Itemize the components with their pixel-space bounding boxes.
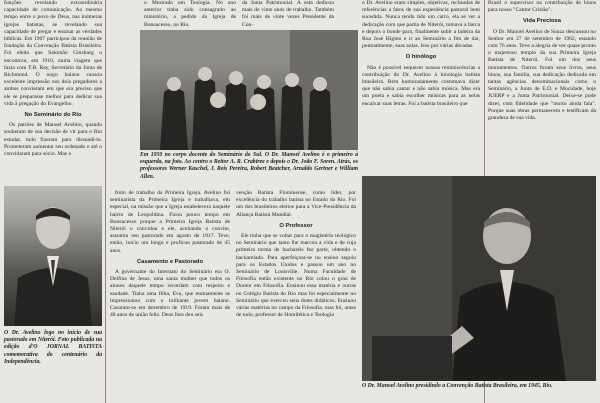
- portrait-figure: [4, 186, 102, 326]
- group-photo-caption: Em 1950 no corpo docente do Seminário do Sul. O Dr. Manoel Avelino é o primeiro à esquerda, na foto. Ao centro o Reitor A. R. Crabtree e depois o Dr. João F. Soren. Atrás, os professores Werner Kaschel, J. Reis Pereira, Robert Beatcher, Arnaldo Gertner e William Allen.: [140, 152, 358, 180]
- section-heading-casamento: Casamento e Pastorado: [136, 258, 204, 265]
- column-2-body: [110, 190, 230, 402]
- column-1-paragraph: funções revelando extraordinária capacidade de comunicação. Ao mesmo tempo entre o povo de Deus, nas inúmeras igrejas batistas, se revelando sua capacidade de pregar e ensinar as verdades bíblicas. Em 1907 participou da reunião de fundação da Convenção Batista Brasileira. Foi eleito que Salomão Ginsburg o encontrou, em 1910, numa viagem que fazia com T.B. Ray, Secretário da Junta de Richmond. O nogo baiano causou excelente impressão nos dois pregadores a ambos convieram em que era preciso que ele se preparasse melhor para dedicar sua vida à pregação do Evangelho.: [4, 0, 102, 107]
- column-5: [488, 0, 596, 172]
- column-3b-paragraph: venção Batista Fluminense, como líder, por excelência do trabalho batista no Estado do Rio. Foi um dos brasileiros eleitos para a Vice-Presidência da Aliança Batista Mundial.: [236, 190, 356, 218]
- section-heading-hinologo: O hinólogo: [405, 54, 437, 61]
- column-3-paragraph: da Junta Patrimonial. A esta dedicou mais de vinte anos de trabalho. Também foi mais de vinte vezes Presidente da Con-: [242, 0, 334, 28]
- column-divider: [105, 0, 106, 403]
- column-5-paragraph: Brasil o supervisor na contribuição de hinos para nosso "Cantor Cristão".: [488, 0, 596, 14]
- convention-photo-caption: O Dr. Manoel Avelino presidindo a Convenção Batista Brasileira, em 1945, Rio.: [362, 383, 553, 389]
- convention-figure: [362, 176, 596, 381]
- column-2b-paragraph: fruto de trabalho da Primeira Igreja. Avelino foi seminarista da Primeira Igreja e trabalhava, em especial, na missão que a Igreja estabelecera naquele bairro de Leopoldina. Ficou pouco tempo em Bonsucesso porque a Primeira Igreja Batista de Niterói o convidou e ele, aceitando o convite, assumiu seu pastorado em agosto de 1917. Teve, então, início um longo e profícuo pastorado de 45 anos.: [110, 190, 230, 254]
- column-4-paragraph: o Dr. Avelino eram simples, objetivas, recheadas de referências a fatos de sua experiência pastoral bem sucedida. Nunca tendo tido um carro, ela se ver a dedicação com que partia de Niterói, tomava a barca e depois o bonde para, finalmente subir a ladeira da Rua José Higino e ir ao Seminário a fim de dar, pontualmente, suas aulas. Isso por várias décadas.: [362, 0, 480, 50]
- portrait-caption: O Dr. Avelino logo no início de sua pastorado em Niterói. Foto publicada na edição d'O JORNAL BATISTA comemorativa do centenário da Independência.: [4, 330, 102, 365]
- group-figures: [140, 30, 358, 150]
- column-1-paragraph-2: Os patrões de Manoel Avelino, quando souberam de sua decisão de vir para o Rio estudar, tudo fizeram para dissuadi-lo. Prometeram aumentar seu ordenado e até o convidaram para sócio. Mas o: [4, 122, 102, 158]
- column-5-paragraph-2: O Dr. Manoel Avelino de Souza descansou no Senhor em 27 de setembro de 1962, estando com 76 anos. Teve a alegria de ver quase pronto o majestoso templo da sua Primeira Igreja Batista de Niterói. Foi um dos seus monumentos. Outros foram seus livros, seus hinos, sua família, sua dedicação dedicada em tantas agências denominacionais como o Seminário, a Junta de E.D. e Mocidade, hoje JUERP e a Junta Patrimonial. Deixe-se pode dizer, com fidelidade que "morto ainda fala". Porque suas obras permanecem e testificam da grandeza de sua vida.: [488, 28, 596, 122]
- column-3-body: [236, 190, 356, 402]
- column-1-top: [4, 0, 102, 158]
- column-2b-paragraph-2: A governante do Internato do Seminário era O. Delfina de Jesus, uma santa mulher que todos os alunos daquele tempo recordam com respeito e saudade. Tinha uma filha, Eva, que mutuamente se impressionou com o brilhante jovem baiano. Casaram-se em dezembro de 1919. Foram mais de 40 anos de união feliz. Deus lhes deu seis: [110, 269, 230, 319]
- column-4-paragraph-2: Não é possível esquecer nossas reminiscências a contribuição do Dr. Avelino à hinologia batista brasileira. Bem humoradamente costumava dizer que não sabia cantar e não sabia música. Mas era um poeta e sabia escolher músicas para as nelas encaixar suas letras. Foi a batista brasileiro que: [362, 64, 480, 107]
- section-heading-seminario: No Seminário do Rio: [24, 112, 82, 119]
- column-2-top: [144, 0, 236, 30]
- section-heading-professor: O Professor: [279, 222, 313, 229]
- column-2-paragraph: o Mestrado em Teologia. No ano anterior tinha sido consagrado ao ministério, a pedido da Igreja de Bonsucesso, no Rio,: [144, 0, 236, 28]
- convention-photo: [362, 176, 596, 381]
- faculty-group-photo: [140, 30, 358, 150]
- column-4: [362, 0, 480, 172]
- column-3-top: [242, 0, 334, 30]
- portrait-photo-avelino: [4, 186, 102, 326]
- column-3b-paragraph-2: Ele tinha que se voltar para o magistério teológico no Seminário que tanto lhe marcou a vida e de cuja primeira turma de bacharéis fez parte, obtendo o bacharelado. Para aperfeiçoar-se no ensino seguiu para os Estados Unidos e passou um ano no Seminário de Louisville. Numa Faculdade de Filosofia então existente no Rio colou o grau de Doutor em Filosofia. Ensinou essa matéria e outras no Colégio Batista do Rio mas foi especialmente no Seminário que exerceu seus dotes didáticos. Ensinou várias matérias no campo da Filosofia, mas foi, antes de tudo, professor de Homilética e Teologia: [236, 233, 356, 319]
- section-heading-vida-preciosa: Vida Preciosa: [523, 18, 561, 25]
